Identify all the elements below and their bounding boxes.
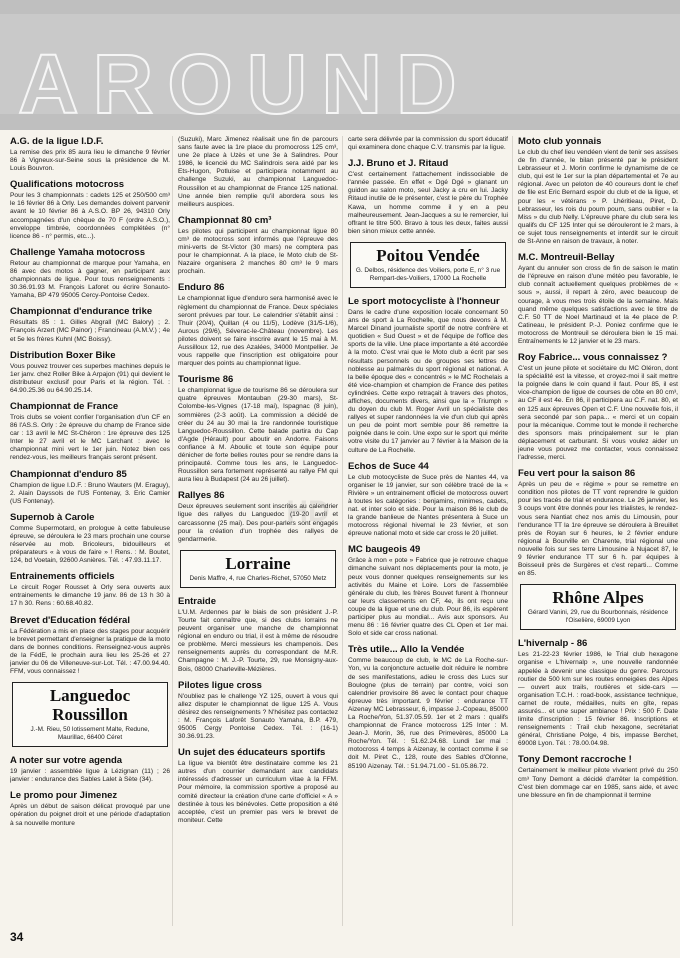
article-body: Comme Supermotard, en prologue à cette fabuleuse épreuve, se déroulera le 23 mars prochain une course réservée au mob. Bricoleurs, bidouilleurs et préparateurs « à vous de faire » ! Rens. : M. Boutet, 124, bd Voetain, 92600 Asnières. Tél. : 47.93.11.17.	[10, 524, 170, 565]
article	[178, 136, 338, 209]
article-heading: Distribution Boxer Bike	[10, 349, 116, 361]
article	[518, 136, 678, 246]
article-heading: Brevet d'Education fédéral	[10, 614, 130, 626]
article-body: (Suzuki), Marc Jimenez réalisait une fin de parcours sans faute avec la 1re place du promocross 125 cm³, une 2e place à Uzès et une 3e à Salindres. Pour 1986, le licencié du MC Salindrois sera aidé par les Ets-Hugon, Potluise et participera notamment au challenge Suzuki, au championnat Languedoc-Roussillon et au championnat de France 125 national. Une année bien remplie qu'il abordera sous les meilleurs auspices.	[178, 136, 338, 208]
article-body: Certainement le meilleur pilote vivarient privé du 250 cm³ Tony Demont a décidé d'arrêter la compétition. C'est bien dommage car en 1985, sans aide, et avec une blessure en fin de championnat il termine	[518, 767, 678, 799]
region-title: Rhône Alpes	[552, 588, 644, 608]
article	[348, 158, 508, 236]
page-number: 34	[10, 930, 24, 944]
article-heading: Championnat de France	[10, 400, 119, 412]
region-title: Languedoc Roussillon	[49, 686, 131, 725]
article	[10, 790, 170, 827]
article	[348, 136, 508, 152]
header-band	[0, 0, 680, 130]
article-heading: Supernob à Carole	[10, 511, 95, 523]
article-heading: A noter sur votre agenda	[10, 755, 123, 767]
article-body: Retour au championnat de marque pour Yamaha, en 86 avec des motos à gagner, en participant aux championnats de ligue. Pour tous renseignements : 30.36.91.93 M. François Laforet ou écrire Sonauto-Yamaha, BP 479 95005 Cercy-Pontoise Cedex.	[10, 259, 170, 300]
header-band-inner	[0, 14, 680, 131]
article-body: N'oubliez pas le challenge YZ 125, ouvert à vous qui allez disputer le championnat de ligue 125 A. Vous désirez des renseignements ? N'hésitez pas contactez : M. François Laforêt Sonauto Yamaha, B.P. 479, 95005 Cergy Pontoise Cedex. Tél. : (16-1) 30.36.91.23.	[178, 692, 338, 741]
article	[10, 136, 170, 173]
article-body: Pour les 3 championnats : cadets 125 et 250/500 cm³ le 16 février 86 à Orly. Les demandes doivent parvenir avant le 10 février 86 à A.S.O. BP 26, 94310 Orly accompagnées d'un chèque de 70 F (ordre A.S.O.), enveloppe timbrée, coordonnées complétées (n° licence 86 - n° permis, etc...).	[10, 192, 170, 240]
article-body: Comme beaucoup de club, le MC de La Roche-sur-Yon, vu la conjoncture actuelle doit réduire le nombre de ses manifestations, adieu le cross des Lucs sur Boulogne (plus de terrain) par contre, voici son calendrier provisoire 86 avec le contact pour chaque épreuve très important. 9 février : endurance TT Aizenay MC Lebrasseur, 6, impasse J.-Copeau, 85000 La Roche/Yon, 51.37.05.59. 1er et 2 mars : qualifs championnat de France motocross 125 Inter : M. Jean-J. Morin, 36, rue des Primevères, 85000 La Roche/Yon. Tél. : 51.62.24.68. Lundi 1er mai : motocross 4 temps à Aizenay, le contact comme il se doit M. Piret C., 128, route des Sables d'Olonne, 85190 Aizenay. Tél. : 51.94.71.00 - 51.05.86.72.	[348, 657, 508, 770]
article-heading: Feu vert pour la saison 86	[518, 468, 636, 480]
article-body: Vous pouvez trouver ces superbes machines depuis le 1er janv. chez Roller Bike à Arpajon (91) qui devient le distributeur exclusif pour Paris et la région. Tél. : 64.90.25.36 ou 64.90.25.14.	[10, 362, 170, 394]
article	[10, 512, 170, 565]
article-heading: A.G. de la ligue I.D.F.	[10, 136, 104, 147]
article-heading: Tourisme 86	[178, 374, 234, 386]
article	[178, 596, 338, 674]
article-body: Le club du chef lieu vendéen vient de tenir ses assises de fin d'année, le bilan présenté par le président Lebrasseur et J. Morin confirme le dynamisme de ce club, qui est le 1er sur la plan départemental et 7e au régional. Avec un peloton de 40 coureurs dont le chef de file est Eric Bernard espoir du club et de la ligue, et pour les « vétérans » P. Lhéritieau, Piret, D. Lebrasseur, les rois du poum poum, sans oublier « la Miss » du club Nelly. L'épreuve phare du club sera les qualifs du CF 125 Inter qui se dérouleront le 2 mars, à ce sujet tous renseignements et interdit sur le circuit de St-Anne en raison de travaux, à noter.	[518, 149, 678, 246]
article-body: Le championnat ligue de tourisme 86 se déroulera sur quatre épreuves Montauban (29-30 mars), St-Colombe-les-Vignes (17-18 mai), Ispagnac (8 juin), sommières (2-3 août). La commission a décidé de créer du 24 au 30 mai la 1re randonnée touristique Languedoc-Roussillon. Cette balade partira du Cap d'Agde (Hérault) pour aboutir en Andorre. Faisons confiance à M. Aboulic et toute son équipe pour dénicher de forte belles routes pour se rendre dans la principauté. Comme tous les ans, le Languedoc-Roussillon sera fortement représenté au rallye FM qui aura lieu à Budapest (24 au 26 juillet).	[178, 387, 338, 484]
article-body: Le championnat ligue d'enduro sera harmonisé avec le règlement du championnat de France. Deux spéciales seront prévues par tour. Le calendrier s'établit ainsi : Thuir (20/4), Quillan (4 ou 11/5), Lodève (31/5-1/6), Aurous (29/6), Séverac-le-Château (novembre). Les pilotes doivent se faire inscrire avant le 15 mai à M. Aussilloux 12, rue des Azalées, 34000 Montpellier. Je vous rappelle que l'inscription est obligatoire pour marquer des points au championnat ligue.	[178, 295, 338, 368]
article	[10, 179, 170, 241]
article-body: La Fédération a mis en place des stages pour acquérir le brevet permettant d'enseigner la pratique de la moto dans de bonnes conditions. Renseignez-vous auprès de la FédE, le prochain aura lieu les 25-26 et 27 janvier du 06 de Villeneuve-sur-Lot. Tél. : 47.00.94.40. FFM, vous connaissez !	[10, 627, 170, 676]
article-heading: Roy Fabrice... vous connaissez ?	[518, 352, 668, 364]
column-1	[10, 136, 170, 926]
article-body: Le circuit Roger Rousset à Orly sera ouverts aux entrainements le dimanche 19 janv. 86 de 13 h 30 à 17 h 30. Rens : 60.68.40.82.	[10, 584, 170, 608]
article-body: Trois clubs se voient confier l'organisation d'un CF en 86 l'AS.S. Orly : 2e épreuve du champ de France side car : 13 avril le MC St-Chéron : 1re épreuve des 125 Inter le 27 avril et le MC Larchant : avec le championnat mini vert le 1er juin. Notez bien ces rendez-vous, les meilleurs français seront présent.	[10, 413, 170, 462]
region-contact-box	[180, 550, 336, 588]
article	[178, 282, 338, 368]
region-address: Gérard Vanini, 29, rue du Bourbonnais, résidence l'Oiselière, 69009 Lyon	[527, 609, 669, 625]
article-body: Champion de ligue I.D.F. : Bruno Wauters (M. Eraguy), 2. Alain Dayssols de l'US Fontenay, 3. Eric Camier (US Fontenay).	[10, 481, 170, 505]
article-body: 19 janvier : assemblée ligue à Lézignan (11) ; 26 janvier : endurance des Sables Lalet à Sète (34).	[10, 768, 170, 784]
article-heading: Entraide	[178, 595, 217, 607]
article-heading: Enduro 86	[178, 282, 225, 294]
region-contact-box	[12, 682, 168, 747]
article-heading: J.J. Bruno et J. Ritaud	[348, 158, 449, 170]
article-heading: Championnat d'enduro 85	[10, 468, 127, 480]
article	[10, 571, 170, 608]
column-divider	[172, 136, 173, 926]
watermark: HD	[286, 495, 330, 528]
article	[518, 638, 678, 748]
article	[178, 374, 338, 484]
article-heading: Moto club yonnais	[518, 136, 602, 147]
article-body: C'est un jeune pilote et sociétaire du MC Oléron, dont la spécialité est la vitesse, et croyez-moi il sait mettre la poignée dans le coin quand il faut. Pour 85, il est vice-champion de ligue de courses de côte en 80 cm³, au CF il est 4e. En 86, il participera au C.F. nat. 80, et en 125 aux épreuves Open et C.F. Une nouvelle fois, il sera secondé par son papa... « merci et un copain pour la mécanique. Comme tout le monde il recherche des sponsors mais principalement sur le plan déplacement et carburant. Si vous voulez aider un jeune vous pouvez me contacter, vous connaissez l'adresse, merci.	[518, 365, 678, 462]
article	[10, 469, 170, 506]
article-body: Deux épreuves seulement sont inscrites au calendrier ligue des rallyes du Languedoc (19-20 avril et carcassonne (25 mai). Des pour-parlers sont engagés pour la création d'un trophée des rallyes de gendarmerie.	[178, 503, 338, 543]
article-heading: Le promo pour Jimenez	[10, 790, 118, 802]
article-heading: Pilotes ligue cross	[178, 679, 262, 691]
article-body: La ligue va bientôt être destinataire comme les 21 autres d'un courrier demandant aux candidats intéressés d'adresser un curriculum vitae à la FFM. Pour mémoire, la commission sportive a proposé au comité directeur la création d'une carte d'officiel « A » destinée à tous les bénévoles. Cette proposition a été acceptée, c'est un premier pas vers le brevet de moniteur. Cette	[178, 760, 338, 824]
article	[10, 401, 170, 463]
region-contact-box	[350, 242, 506, 288]
article	[348, 544, 508, 638]
article-body: Le club motocycliste de Suce près de Nantes 44, va organiser le 19 janvier, sur son célèbre tracé de la « Rivière » un entrainement officiel de motocross ouvert à toutes les catégories : benjamins, minimes, cadets, nat. et inter solo et side. Pour la maison 86 le club de la grande banlieue de Nantes présentera à Suce un motocross régional hivernal le 23 février, et son épreuve national moto et side car cross le 20 juillet.	[348, 473, 508, 538]
article-heading: Très utile... Allo la Vendée	[348, 644, 465, 656]
article	[10, 615, 170, 677]
article-heading: L'hivernalp - 86	[518, 638, 588, 650]
article	[518, 754, 678, 799]
article-body: La remise des prix 85 aura lieu le dimanche 9 février 86 à Vigneux-sur-Seine sous la présidence de M. Louis Bouvron.	[10, 149, 170, 173]
article	[348, 461, 508, 539]
article-body: Les pilotes qui participent au championnat ligue 80 cm³ de motocross sont informés que l'épreuve des mini-verts de St-Victor (30 mars) ne comptera pas pour le championnat. A la place, le Moto club de St-Nazaire organisera 2 manches 80 cm³ le 9 mars prochain.	[178, 227, 338, 276]
article-heading: Un sujet des éducateurs sportifs	[178, 747, 326, 759]
article-heading: M.C. Montreuil-Bellay	[518, 252, 615, 264]
region-title: Poitou Vendée	[376, 245, 480, 265]
article-body: Dans le cadre d'une exposition locale concernant 50 ans de sport à La Rochelle, que nous devons à M. Marcel Dinand journaliste sportif de notre confrère et quotidien « Sud Ouest » et de l'équipe de l'office des sports de la ville. Une place importante a été accordée à la moto. C'est vrai que le Moto club a écrit par ses résultats personnels ou de groupes ses lettres de noblesse au palmarès du sport régional et national. A la belle époque des « concentrés » le MC Rochelais a été vice-champion et champion de France des petites cylindrées. Cette expo retraçait à travers des photos, affiches, documents divers, ainsi que la « Triumph » du doyen du club M. Roger Avril un spécialiste des rallyes et super randonnées la vie d'un club qui après un peu de point mort semble pour 86 remettre la poignée dans le coin. Une expo sur le sport qui mérite votre visite du 17 janvier au 7 février à la Maison de la culture de La Rochelle.	[348, 308, 508, 454]
article-heading: Le sport motocycliste à l'honneur	[348, 295, 500, 307]
article-heading: MC baugeois 49	[348, 544, 421, 556]
article-body: Ayant du annuler son cross de fin de saison le matin de l'épreuve en raison d'une météo peu favorable, le club connaît actuellement quelques problèmes de « sous », aussi, il repart à zéro, avec beaucoup de courage, à vous mes trois étoile de la semaine. Mais quand même quelques satisfactions avec le titre de C.F. 50 TT de Noel Martinaud et la 4e place de P. Catineau, le président P.-J. Poniez confirme que le motocross de Montreuil se déroulera bien le 15 mai. Entraînements le 12 janvier et le 23 mars.	[518, 265, 678, 345]
article-body: Les 21-22-23 février 1986, le Trial club hexagone organise « L'hivernalp », une nouvelle randonnée appelée à devenir une classique du genre. Parcours routier de 500 km sur les routes enneigées des Alpes — ouvert aux trails, routières et side-cars — organisation T.C.H. : road-book, assistance technique, carnet de route, médailles, nuits en gîte, repas assurés... et une super ambiance ! Prix : 500 F. Date limite d'inscription : 15 février 86. Inscriptions et renseignements : Trail club hexagone, secrétariat général, Christiane Polge, 4 bis, impasse Berchet, 69008 Lyon. Tél. : 78.00.04.98.	[518, 651, 678, 748]
article-body: Grâce à mon « pote » Fabrice que je retrouve chaque dimanche suivant nos déplacements pour la moto, je peux vous donner quelques renseignements sur les activités du Maine et Loire. Lors de l'assemblée générale du club, les frères Bouvet furent à l'honneur car leurs classements en CF, 4e, ils ont reçu une coupe de la ligue et une du club. Pour 86, ils espèrent participer plus au mondial... Avis aux sponsors. Au menu 86 : 16 février quatre des CL Open et 1er mai. Solo et side car cross national.	[348, 557, 508, 638]
column-3	[348, 136, 508, 926]
column-divider	[512, 136, 513, 926]
column-divider	[342, 136, 343, 926]
article	[518, 468, 678, 578]
article	[178, 680, 338, 742]
article-heading: Championnat d'endurance trike	[10, 306, 153, 318]
article	[10, 306, 170, 343]
article	[348, 296, 508, 455]
article-body: L'U.M. Ardennes par le biais de son président J.-P. Tourte fait connaître que, si des clubs lorrains ne peuvent organiser une manche de championnat régional en enduro ou trial, il est à même de résoudre ce problème. Merci messieurs les champenois. Des renseignements auprès du correspondant de M.R. Champagne : M. J.-P. Tourte, 29, rue Monsigny-aux-Bois, 08000 Charleville-Mézières.	[178, 608, 338, 673]
article-body: Après un peu de « régime » pour se remettre en condition nos pilotes de TT vont reprendre le guidon pour les tracés de trial et endurance. Le 26 janvier, les 3 coups vont être donnés pour les trialistes, le rendez-vous sera Nantiat chez nos amis du Limousin, pour l'endurance TT la 1re épreuve se déroulera à Breuillet près de Royan sur 6 heures, le 2 février endure régional à Bourville en Charente, trial régional une nouvelle fois sur ses terre Limousine à Nujacet 87, le 9 février endurance TT sur 6 h. par équipes à Boisseuil près de Surgères et c'est reparti... Comme en 85.	[518, 481, 678, 578]
article	[178, 747, 338, 825]
article	[10, 247, 170, 300]
article-heading: Challenge Yamaha motocross	[10, 246, 145, 258]
header-headline: AROUND	[18, 37, 471, 131]
article-heading: Echos de Suce 44	[348, 460, 429, 472]
article-body: Après un début de saison délicat provoqué par une opération du poignet droit et une période d'adaptation à sa nouvelle monture	[10, 803, 170, 827]
article-heading: Tony Demont raccroche !	[518, 754, 632, 766]
article-heading: Rallyes 86	[178, 490, 225, 502]
article	[518, 352, 678, 462]
region-address: J.-M. Rieu, 50 lotissement Malte, Redune, Maurillac, 66400 Céret	[30, 726, 150, 742]
article	[518, 252, 678, 346]
article-body: carte sera délivrée par la commission du sport éducatif qui examinera donc chaque C.V. transmis par la ligue.	[348, 136, 508, 152]
article	[10, 755, 170, 784]
article	[10, 350, 170, 395]
article-body: C'est certainement l'attachement indissociable de l'année passée. En effet « Dgé Dgé » glanant un guidon au salon moto, seul Jacky a cru en lui. Jacky Ritaud inutile de le présenter, c'est le père du Trophée Kawa, un homme comme il y en a peu malheureusement. Jean-Jacques a su le remercier, lui offrant le titre 500. Bravo à tous les deux, faites aussi bien sinon mieux cette année.	[348, 171, 508, 235]
article	[178, 215, 338, 277]
article-heading: Qualifications motocross	[10, 179, 125, 191]
article-heading: Championnat 80 cm³	[178, 214, 272, 226]
article	[348, 644, 508, 770]
region-contact-box	[520, 584, 676, 630]
region-address: Denis Maffre, 4, rue Charles-Richet, 57050 Metz	[189, 574, 327, 582]
article-body: Résultats 85 : 1. Gilles Abgrall (MC Balory) ; 2. François Arzert (MC Painor) ; Francineau (A.M.V.) ; 4e et 5e les frères Kuhnl (MC Boissy).	[10, 319, 170, 343]
article-heading: Entrainements officiels	[10, 571, 115, 583]
region-title: Lorraine	[225, 553, 291, 573]
column-4	[518, 136, 678, 926]
region-address: G. Delbos, résidence des Voiliers, porte E, n° 3 rue Rempart-des-Voiliers, 17000 La Rochelle	[355, 266, 501, 282]
